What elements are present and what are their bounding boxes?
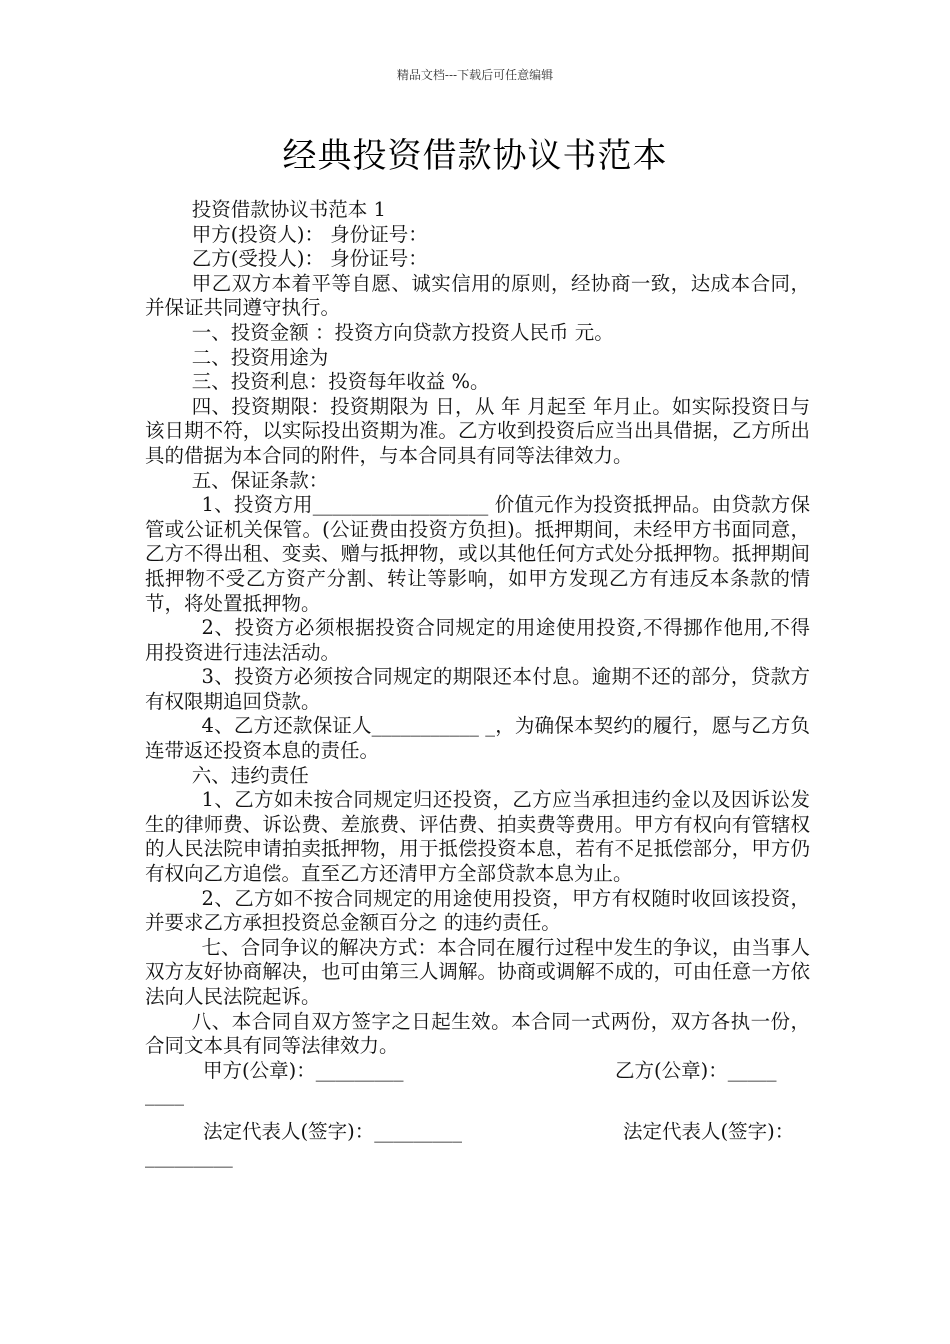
clause-guarantee-heading: 五、保证条款： [191, 468, 329, 492]
party-b-representative: 法定代表人(签字)： [623, 1119, 795, 1143]
preamble-paragraph: 甲乙双方本着平等自愿、诚实信用的原则，经协商一致，达成本合同，并保证共同遵守执行。 [145, 271, 810, 320]
guarantee-item-2: 2、投资方必须根据投资合同规定的用途使用投资,不得挪作他用,不得用投资进行违法活动。 [145, 616, 810, 664]
representative-line [145, 1120, 810, 1145]
party-a-seal: 甲方(公章)：_________ [203, 1058, 404, 1082]
clause-amount: 一、投资金额 ：投资方向贷款方投资人民币 元。 [191, 320, 614, 344]
seal-line [145, 1059, 810, 1084]
party-a-line: 甲方(投资人)： 身份证号： [191, 222, 428, 246]
breach-item-1: 1、乙方如未按合同规定归还投资，乙方应当承担违约金以及因诉讼发生的律师费、诉讼费、差旅费、评估费、拍卖费等费用。甲方有权向有管辖权的人民法院申请拍卖抵押物，用于抵偿投资本息，若有不足抵偿部分，甲方仍有权向乙方追偿。直至乙方还清甲方全部贷款本息为止。 [145, 788, 810, 886]
document-body [145, 198, 810, 1181]
guarantee-item-1: 1、投资方用__________________ 价值元作为投资抵押品。由贷款方保管或公证机关保管。(公证费由投资方负担)。抵押期间，未经甲方书面同意，乙方不得出租、变卖、赠与抵押物，或以其他任何方式处分抵押物。抵押期间抵押物不受乙方资产分割、转让等影响，如甲方发现乙方有违反本条款的情节，将处置抵押物。 [145, 493, 810, 615]
subtitle-paragraph: 投资借款协议书范本 1 [191, 198, 386, 221]
page-header: 精品文档---下载后可任意编辑 [396, 68, 554, 82]
clause-purpose: 二、投资用途为 [191, 345, 329, 369]
party-b-seal: 乙方(公章)：_____ [615, 1058, 777, 1082]
breach-item-2: 2、乙方如不按合同规定的用途使用投资，甲方有权随时收回该投资，并要求乙方承担投资总金额百分之 的违约责任。 [145, 886, 810, 935]
clause-term: 四、投资期限：投资期限为 日，从 年 月起至 年月止。如实际投资日与该日期不符，以实际投出资期为准。乙方收到投资后应当出具借据，乙方所出具的借据为本合同的附件，与本合同具有同等法律效力。 [145, 394, 810, 467]
party-b-seal-tail: ____ [145, 1083, 184, 1107]
clause-effect: 八、本合同自双方签字之日起生效。本合同一式两份，双方各执一份，合同文本具有同等法律效力。 [145, 1009, 810, 1058]
document-title: 经典投资借款协议书范本 [282, 136, 668, 176]
guarantee-item-4: 4、乙方还款保证人___________ _，为确保本契约的履行，愿与乙方负连带返还投资本息的责任。 [145, 714, 810, 763]
clause-breach-heading: 六、违约责任 [191, 763, 309, 787]
clause-interest: 三、投资利息：投资每年收益 %。 [191, 370, 490, 394]
guarantee-item-3: 3、投资方必须按合同规定的期限还本付息。逾期不还的部分，贷款方有权限期追回贷款。 [145, 665, 810, 713]
clause-dispute: 七、合同争议的解决方式：本合同在履行过程中发生的争议，由当事人双方友好协商解决，也可由第三人调解。协商或调解不成的，可由任意一方依法向人民法院起诉。 [145, 935, 810, 1008]
party-b-representative-tail: _________ [145, 1144, 233, 1168]
party-a-representative: 法定代表人(签字)：_________ [203, 1119, 462, 1143]
party-b-line: 乙方(受投人)： 身份证号： [191, 247, 428, 271]
